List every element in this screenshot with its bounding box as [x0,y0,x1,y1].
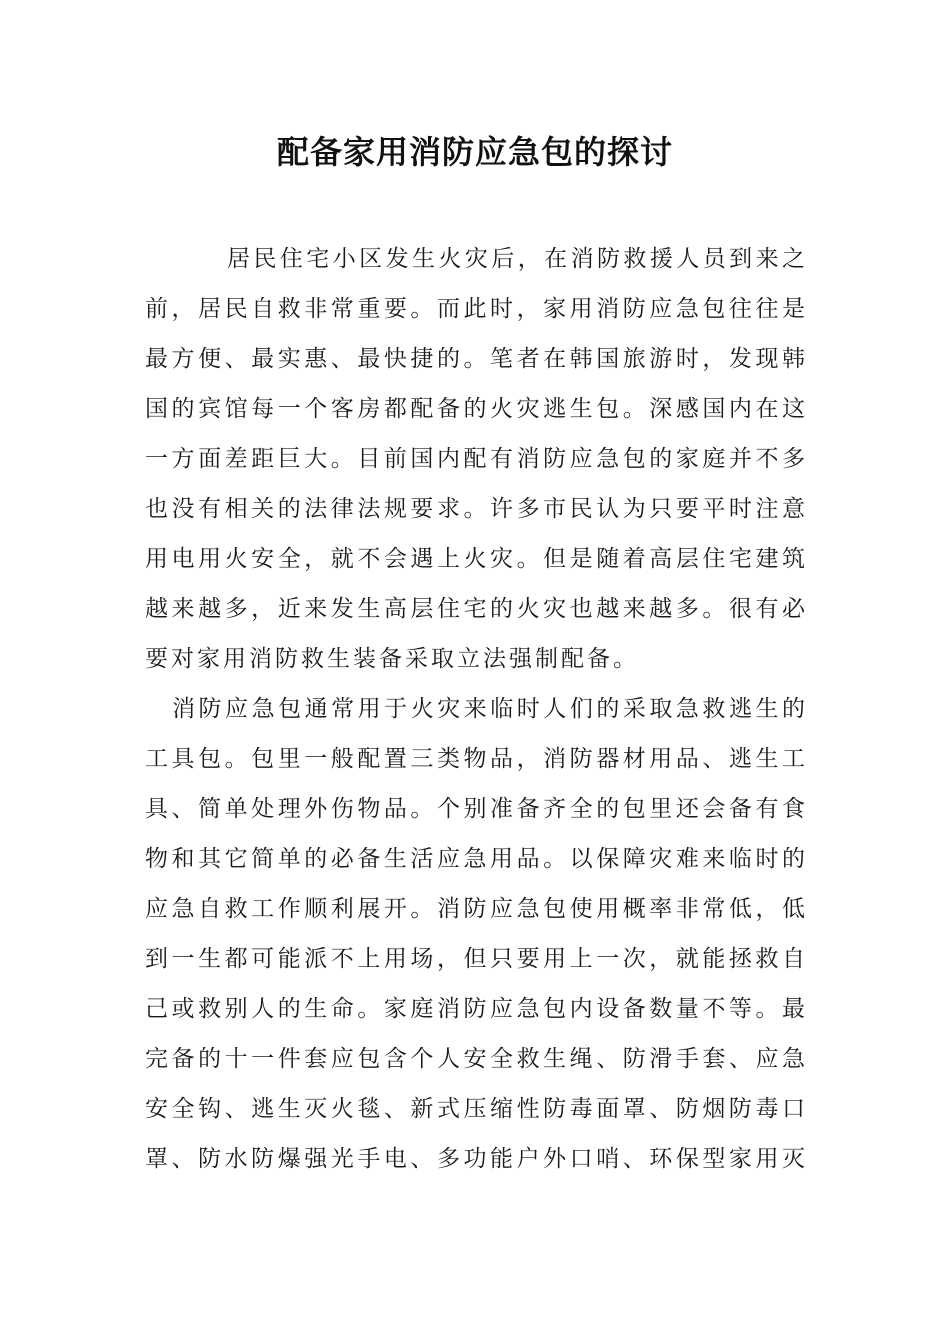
paragraph-1-line: 也没有相关的法律法规要求。许多市民认为只要平时注意 [145,496,805,522]
paragraph-1-line: 一方面差距巨大。目前国内配有消防应急包的家庭并不多 [145,446,805,472]
paragraph-1-line: 用电用火安全，就不会遇上火灾。但是随着高层住宅建筑 [145,546,805,572]
paragraph-1-line: 最方便、最实惠、最快捷的。笔者在韩国旅游时，发现韩 [145,346,805,372]
paragraph-1-line: 居民住宅小区发生火灾后，在消防救援人员到来之 [227,246,805,272]
paragraph-2-line: 工具包。包里一般配置三类物品，消防器材用品、逃生工 [145,746,805,772]
paragraph-2-line: 己或救别人的生命。家庭消防应急包内设备数量不等。最 [145,996,805,1022]
paragraph-2-line: 完备的十一件套应包含个人安全救生绳、防滑手套、应急 [145,1046,805,1072]
paragraph-2-line: 安全钩、逃生灭火毯、新式压缩性防毒面罩、防烟防毒口 [145,1096,805,1122]
paragraph-1-line: 要对家用消防救生装备采取立法强制配备。 [145,646,639,672]
paragraph-2-line: 到一生都可能派不上用场，但只要用上一次，就能拯救自 [145,946,805,972]
paragraph-1-line: 越来越多，近来发生高层住宅的火灾也越来越多。很有必 [145,596,805,622]
paragraph-2-line: 物和其它简单的必备生活应急用品。以保障灾难来临时的 [145,846,805,872]
document-title: 配备家用消防应急包的探讨 [276,133,673,171]
paragraph-2-line: 罩、防水防爆强光手电、多功能户外口哨、环保型家用灭 [145,1146,805,1172]
paragraph-1-line: 国的宾馆每一个客房都配备的火灾逃生包。深感国内在这 [145,396,805,422]
paragraph-2-line: 应急自救工作顺利展开。消防应急包使用概率非常低，低 [145,896,805,922]
paragraph-2-line: 消防应急包通常用于火灾来临时人们的采取急救逃生的 [172,696,805,722]
paragraph-2-line: 具、简单处理外伤物品。个别准备齐全的包里还会备有食 [145,796,805,822]
paragraph-1-line: 前，居民自救非常重要。而此时，家用消防应急包往往是 [145,296,805,322]
